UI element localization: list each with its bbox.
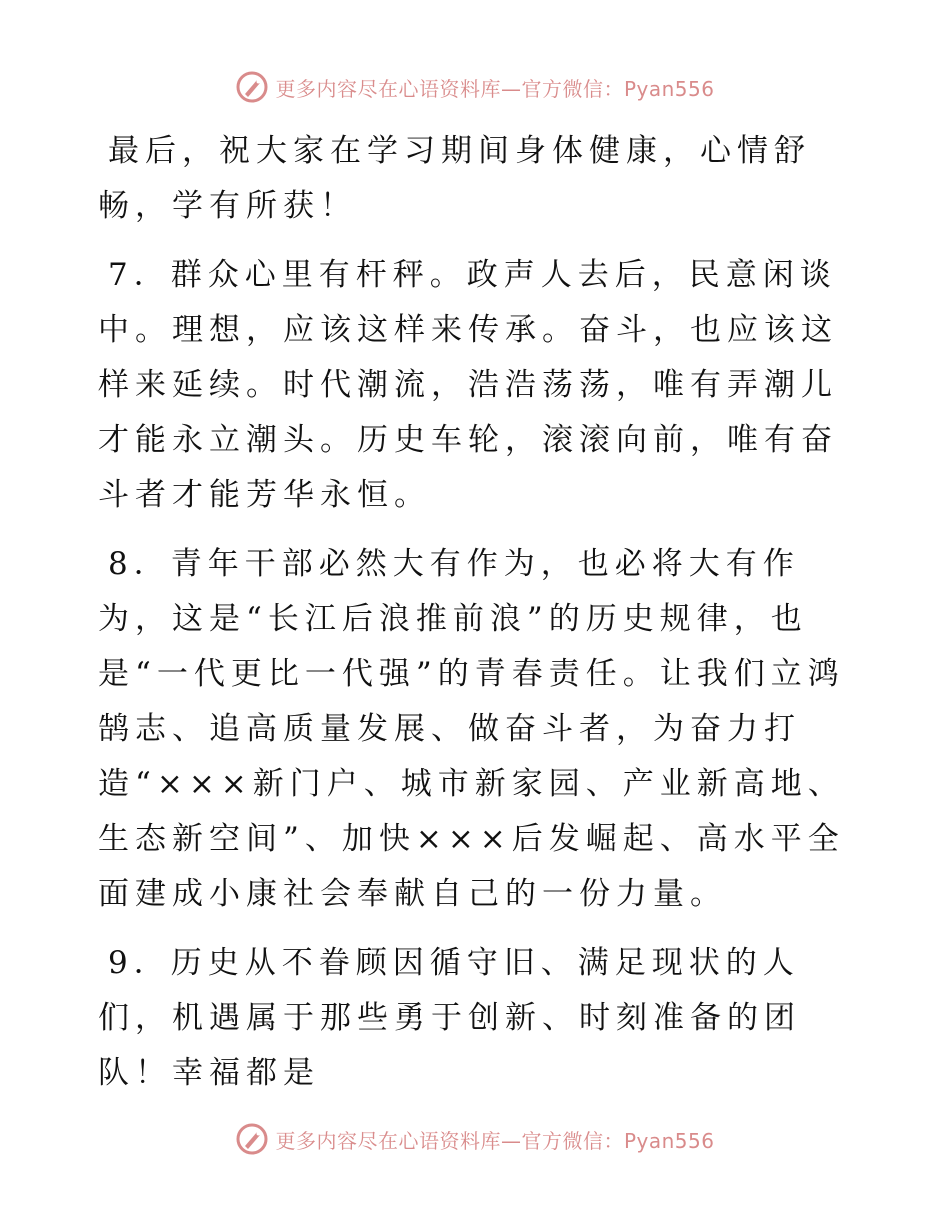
- paragraph-7: 7．群众心里有杆秤。政声人去后，民意闲谈中。理想，应该这样来传承。奋斗，也应该这样来延续。时代潮流，浩浩荡荡，唯有弄潮儿才能永立潮头。历史车轮，滚滚向前，唯有奋斗者才能芳华永恒。: [98, 257, 838, 513]
- footer-banner: [0, 1122, 950, 1156]
- pen-nib-logo-icon: [235, 70, 269, 104]
- paragraph-8: 8．青年干部必然大有作为，也必将大有作为，这是“长江后浪推前浪”的历史规律，也是“一代更比一代强”的青春责任。让我们立鸿鹄志、追高质量发展、做奋斗者，为奋力打造“×××新门户、城市新家园、产业新高地、生态新空间”、加快×××后发崛起、高水平全面建成小康社会奉献自己的一份力量。: [98, 546, 845, 912]
- header-banner: [0, 70, 950, 104]
- header-banner-text: 更多内容尽在心语资料库—官方微信：Pyan556: [275, 76, 715, 101]
- document-body: [98, 124, 858, 1115]
- paragraph-closing: 最后，祝大家在学习期间身体健康，心情舒畅，学有所获！: [98, 133, 811, 224]
- paragraph-9: 9．历史从不眷顾因循守旧、满足现状的人们，机遇属于那些勇于创新、时刻准备的团队！幸福都是: [98, 945, 801, 1091]
- footer-banner-text: 更多内容尽在心语资料库—官方微信：Pyan556: [275, 1128, 715, 1153]
- pen-nib-logo-icon: [235, 1122, 269, 1156]
